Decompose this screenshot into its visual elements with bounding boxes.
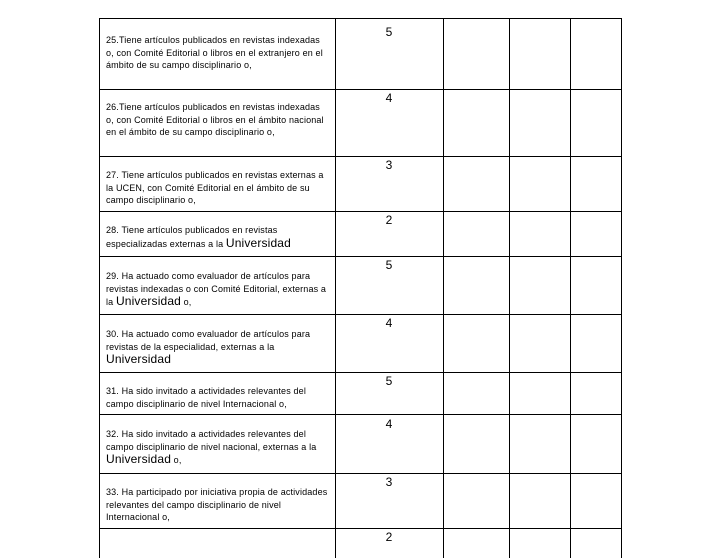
row-divider [100,473,621,474]
row-divider [100,156,621,157]
criterion-32-text: 32. Ha sido invitado a actividades relevantes del campo disciplinario de nivel nacional, externas a la Universidad o, [106,429,317,466]
criterion-28-text: 28. Tiene artículos publicados en revistas especializadas externas a la Universidad [106,225,291,250]
criterion-31-text: 31. Ha sido invitado a actividades relevantes del campo disciplinario de nivel Internacional o, [106,386,306,409]
row-divider [100,528,621,529]
row-divider [100,314,621,315]
row-divider [100,414,621,415]
criterion-31-score: 5 [385,374,393,388]
criterion-28-score: 2 [385,213,393,227]
criterion-33-text: 33. Ha participado por iniciativa propia de actividades relevantes del campo disciplinario de nivel Internacional o, [106,487,328,522]
row-divider [100,256,621,257]
criterion-25-score: 5 [385,25,393,39]
column-divider [509,19,510,558]
row-divider [100,372,621,373]
column-divider [570,19,571,558]
criterion-27-text: 27. Tiene artículos publicados en revistas externas a la UCEN, con Comité Editorial en el ámbito de su campo disciplinario o, [106,170,324,205]
criterion-29-text: 29. Ha actuado como evaluador de artículos para revistas indexadas o con Comité Editorial, externas a la Universidad o, [106,271,327,308]
row-divider [100,89,621,90]
criterion-34-score: 2 [385,530,393,544]
column-divider [443,19,444,558]
criterion-27-score: 3 [385,158,393,172]
criterion-29-score: 5 [385,258,393,272]
row-divider [100,211,621,212]
evaluation-table [99,18,622,558]
criterion-33-score: 3 [385,475,393,489]
criterion-26-score: 4 [385,91,393,105]
criterion-26-text: 26.Tiene artículos publicados en revistas indexadas o, con Comité Editorial o libros en el ámbito nacional en el ámbito de su campo disciplinario o, [106,102,324,137]
criterion-25-text: 25.Tiene artículos publicados en revistas indexadas o, con Comité Editorial o libros en el extranjero en el ámbito de su campo disciplinario o, [106,35,323,70]
criterion-30-text: 30. Ha actuado como evaluador de artículos para revistas de la especialidad, externas a la Universidad [106,329,311,366]
criterion-32-score: 4 [385,417,393,431]
criterion-30-score: 4 [385,316,393,330]
